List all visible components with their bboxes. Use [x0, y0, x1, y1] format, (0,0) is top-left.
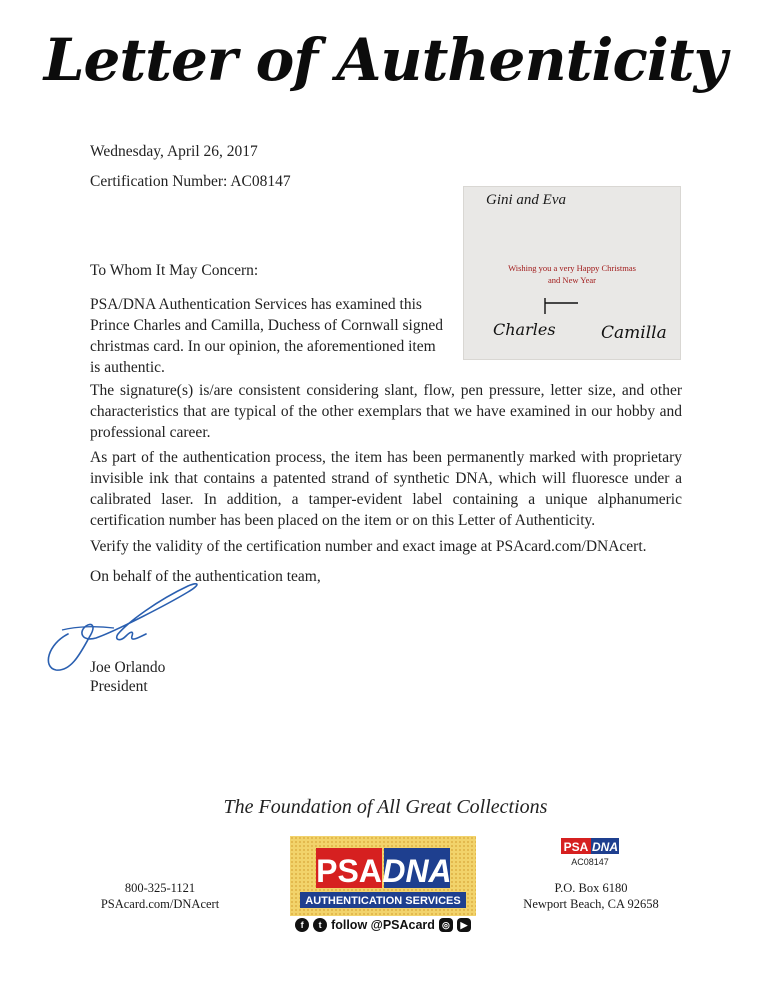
city-address: Newport Beach, CA 92658: [523, 897, 659, 911]
psa-dna-logo: [290, 836, 476, 916]
card-signature-charles: Charles: [493, 320, 556, 339]
social-handle[interactable]: follow @PSAcard: [331, 918, 435, 932]
paragraph-examined-line: is authentic.: [90, 359, 165, 376]
verify-text: Verify the validity of the certification number and exact image at PSAcard.com/DNAcert.: [90, 538, 647, 555]
card-message-line1: Wishing you a very Happy Christmas: [508, 263, 636, 273]
card-signatures: [463, 290, 681, 360]
salutation: To Whom It May Concern:: [90, 262, 259, 279]
letter-title: [0, 14, 771, 106]
signer-title: President: [90, 678, 148, 695]
paragraph-examined-line: PSA/DNA Authentication Services has examined this: [90, 296, 422, 313]
po-box: P.O. Box 6180: [554, 881, 628, 895]
card-signature-camilla: Camilla: [601, 323, 667, 343]
twitter-icon[interactable]: t: [313, 918, 327, 932]
footer-tagline: The Foundation of All Great Collections: [223, 796, 548, 818]
paragraph-process: As part of the authentication process, the item has been permanently marked with proprietary invisible ink that contains a patented strand of synthetic DNA, which will fluoresce under a calibrated laser. In addition, a tamper-evident label containing a unique alphanumeric certification number has been placed on the item or on this Letter of Authenticity.: [90, 449, 682, 529]
paragraph-examined-line: Prince Charles and Camilla, Duchess of Cornwall signed: [90, 317, 443, 334]
instagram-icon[interactable]: ◎: [439, 918, 453, 932]
title-script: [0, 14, 771, 106]
paragraph-examined: [90, 294, 452, 378]
label-psa-text: PSA: [563, 840, 589, 854]
youtube-icon[interactable]: ▶: [457, 918, 471, 932]
title-text: Letter of Authenticity: [43, 26, 727, 94]
contact-right: [516, 880, 666, 912]
psa-dna-logo-graphic: [290, 836, 476, 916]
website-link[interactable]: PSAcard.com/DNAcert: [100, 897, 220, 911]
signer-name: Joe Orlando: [90, 659, 166, 676]
phone-number: 800-325-1121: [124, 881, 196, 895]
logo-psa-text: PSA: [316, 853, 382, 889]
card-greeting: Gini and Eva: [486, 192, 566, 208]
contact-left: [90, 880, 230, 912]
card-message: [463, 262, 681, 286]
label-logo: [561, 838, 619, 856]
closing-text: On behalf of the authentication team,: [90, 568, 321, 585]
certification-number: Certification Number: AC08147: [90, 173, 291, 190]
social-row: [290, 918, 476, 932]
label-cert-number: AC08147: [571, 857, 609, 867]
paragraph-examined-line: christmas card. In our opinion, the aforementioned item: [90, 338, 436, 355]
label-dna-text: DNA: [592, 840, 618, 854]
logo-subtitle: AUTHENTICATION SERVICES: [305, 895, 461, 907]
logo-dna-text: DNA: [382, 853, 452, 889]
facebook-icon[interactable]: f: [295, 918, 309, 932]
letter-date: Wednesday, April 26, 2017: [90, 143, 258, 160]
paragraph-consistency: The signature(s) is/are consistent considering slant, flow, pen pressure, letter size, and other characteristics that are typical of the other exemplars that we have examined in our hobby and professional career.: [90, 382, 682, 441]
card-message-line2: and New Year: [548, 275, 596, 285]
